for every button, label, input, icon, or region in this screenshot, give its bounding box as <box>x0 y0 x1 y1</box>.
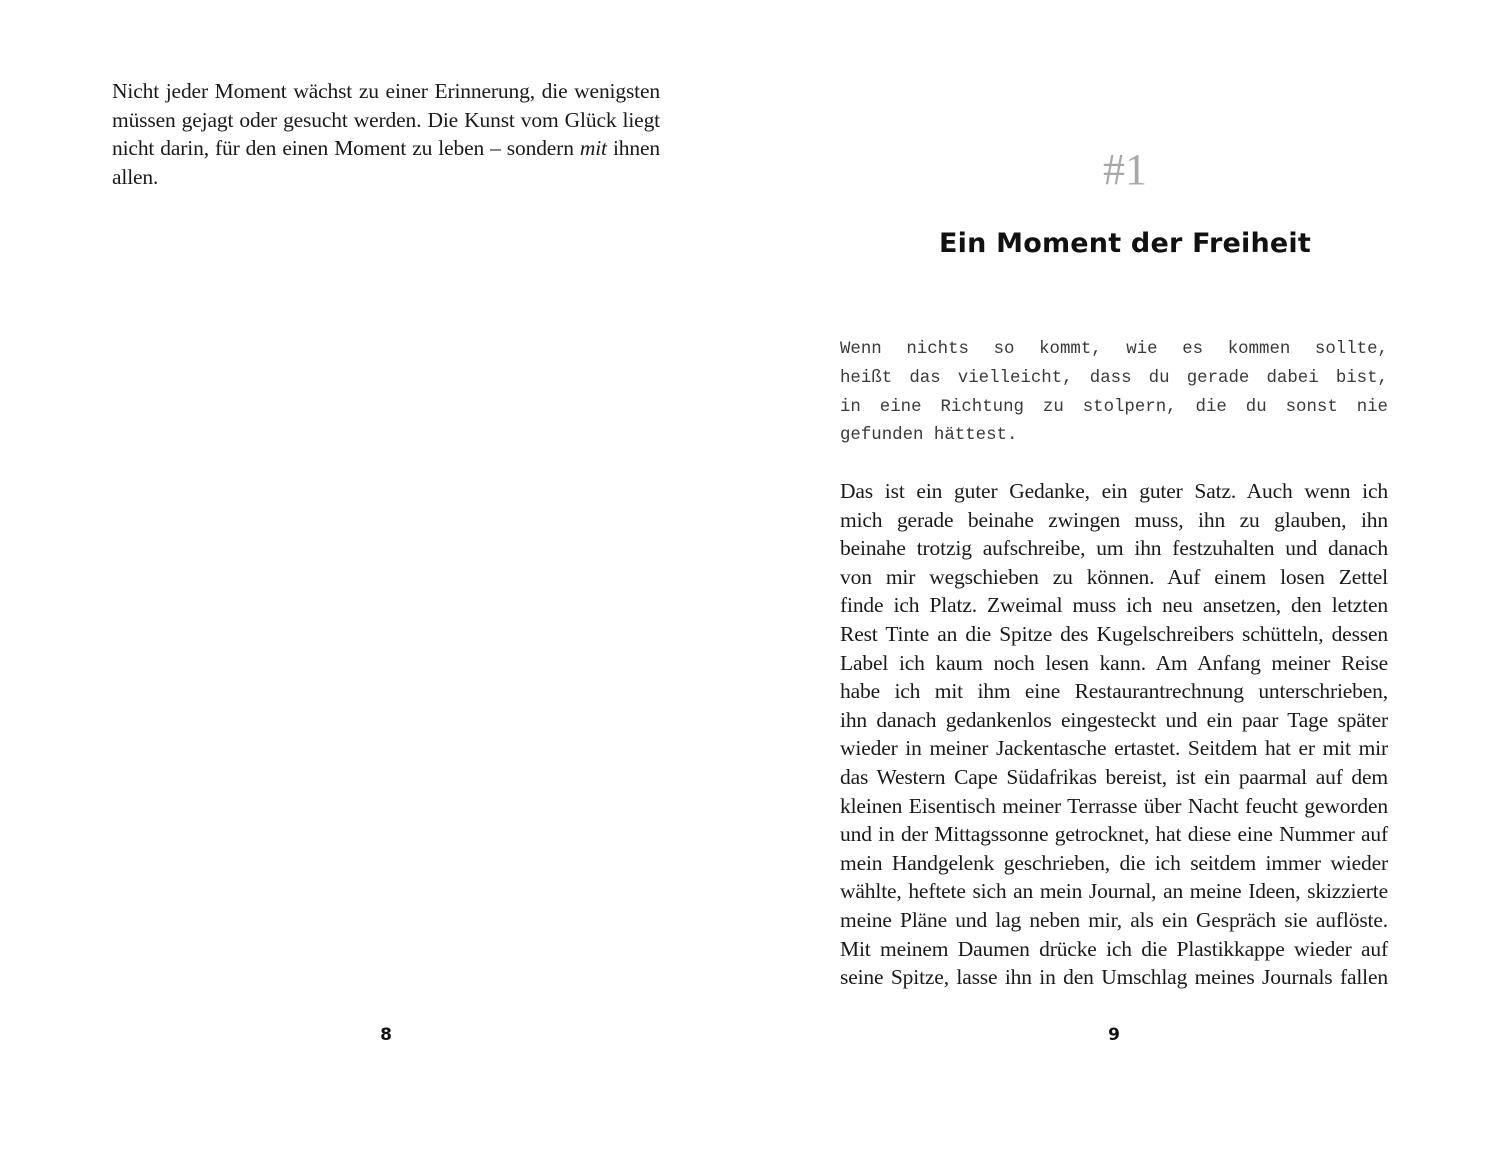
body-line: Mit meinem Daumen drücke ich die Plastikkappe wieder auf <box>840 936 1388 961</box>
chapter-title: Ein Moment der Freiheit <box>939 228 1311 259</box>
body-line: wieder in meiner Jackentasche ertastet. Seitdem hat er mit mir <box>840 736 1388 761</box>
page-number-left: 8 <box>380 1025 392 1045</box>
chapter-epigraph <box>840 336 1388 451</box>
body-line: finde ich Platz. Zweimal muss ich neu ansetzen, den letzten <box>840 593 1388 618</box>
epigraph-line: Wenn nichts so kommt, wie es kommen sollte, <box>840 340 1388 359</box>
body-line: seine Spitze, lasse ihn in den Umschlag meines Journals fallen <box>840 965 1388 990</box>
body-line: meine Pläne und lag neben mir, als ein Gespräch sie auflöste. <box>840 907 1388 932</box>
body-line: Label ich kaum noch lesen kann. Am Anfang meiner Reise <box>840 650 1388 675</box>
right-page <box>750 0 1500 1153</box>
body-line: von mir wegschieben zu können. Auf einem losen Zettel <box>840 564 1388 589</box>
page-number-right: 9 <box>1108 1025 1120 1045</box>
body-line: ihn danach gedankenlos eingesteckt und ein paar Tage später <box>840 707 1388 732</box>
epigraph-line: gefunden hättest. <box>840 426 1018 446</box>
epigraph-line: in eine Richtung zu stolpern, die du sonst nie <box>840 397 1388 417</box>
body-line: mein Handgelenk geschrieben, die ich seitdem immer wieder <box>840 850 1388 875</box>
body-line: kleinen Eisentisch meiner Terrasse über Nacht feucht geworden <box>840 793 1388 818</box>
left-paragraph-italic-word: mit <box>579 136 607 161</box>
body-line: wählte, heftete sich an mein Journal, an meine Ideen, skizzierte <box>840 879 1388 904</box>
left-paragraph-text-start: Nicht jeder Moment wächst zu einer Erinnerung, die wenigsten müssen gejagt oder gesucht werden. Die Kunst vom Glück liegt nicht darin, für den einen Moment zu leben – sondern <box>112 79 660 161</box>
body-line: Das ist ein guter Gedanke, ein guter Satz. Auch wenn ich <box>840 479 1388 503</box>
epigraph-line: heißt das vielleicht, dass du gerade dabei bist, <box>840 368 1388 388</box>
body-line: Rest Tinte an die Spitze des Kugelschreibers schütteln, dessen <box>840 621 1388 646</box>
body-line: mich gerade beinahe zwingen muss, ihn zu glauben, ihn <box>840 507 1388 532</box>
body-line: und in der Mittagssonne getrocknet, hat diese eine Nummer auf <box>840 822 1388 847</box>
left-paragraph-text-end: ihnen allen. <box>112 136 660 189</box>
chapter-body-paragraph <box>840 477 1388 992</box>
body-line: habe ich mit ihm eine Restaurantrechnung unterschrieben, <box>840 679 1388 704</box>
body-line: beinahe trotzig aufschreibe, um ihn festzuhalten und danach <box>840 536 1388 561</box>
left-page-paragraph <box>112 77 660 191</box>
body-line: das Western Cape Südafrikas bereist, ist ein paarmal auf dem <box>840 764 1388 789</box>
chapter-number: #1 <box>1103 145 1147 194</box>
